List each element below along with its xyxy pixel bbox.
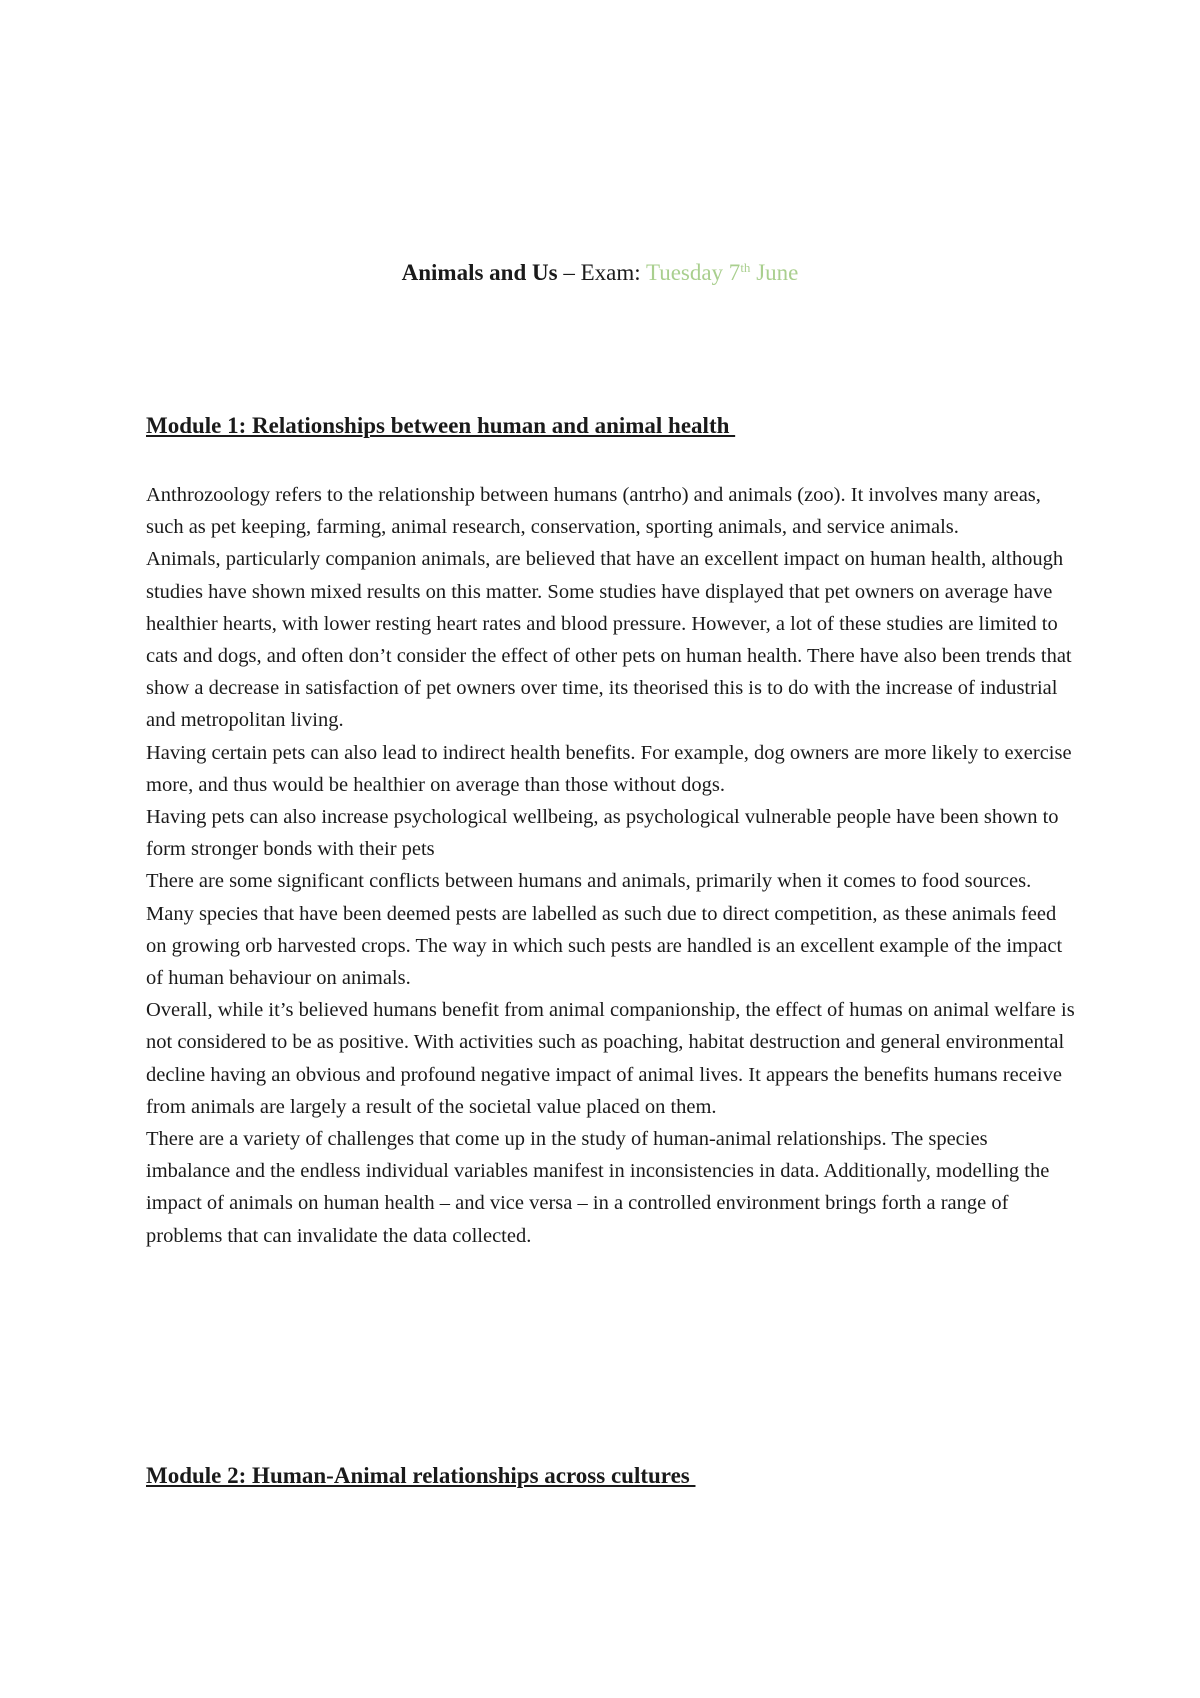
paragraph: Animals, particularly companion animals, are believed that have an excellent impact on human health, although studies have shown mixed results on this matter. Some studies have displayed that pet owners on average have healthier hearts, with lower resting heart rates and blood pressure. However, a lot of these studies are limited to cats and dogs, and often don’t consider the effect of other pets on human health. There have also been trends that show a decrease in satisfaction of pet owners over time, its theorised this is to do with the increase of industrial and metropolitan living. — [146, 548, 1072, 732]
module-2-heading: Module 2: Human-Animal relationships across cultures — [146, 1463, 696, 1488]
paragraph: Overall, while it’s believed humans benefit from animal companionship, the effect of humas on animal welfare is not considered to be as positive. With activities such as poaching, habitat destruction and general environmental decline having an obvious and profound negative impact of animal lives. It appears the benefits humans receive from animals are largely a result of the societal value placed on them. — [146, 999, 1075, 1118]
title-course-name: Animals and Us — [401, 260, 558, 285]
document-title — [0, 258, 1200, 288]
title-exam-label: – Exam: — [557, 260, 646, 285]
paragraph: Having pets can also increase psychological wellbeing, as psychological vulnerable people have been shown to form stronger bonds with their pets — [146, 806, 1059, 861]
paragraph: There are some significant conflicts between humans and animals, primarily when it comes to food sources. Many species that have been deemed pests are labelled as such due to direct competition, as these animals feed on growing orb harvested crops. The way in which such pests are handled is an excellent example of the impact of human behaviour on animals. — [146, 870, 1063, 990]
paragraph: Having certain pets can also lead to indirect health benefits. For example, dog owners are more likely to exercise more, and thus would be healthier on average than those without dogs. — [146, 741, 1072, 796]
paragraph: Anthrozoology refers to the relationship between humans (antrho) and animals (zoo). It involves many areas, such as pet keeping, farming, animal research, conservation, sporting animals, and service animals. — [146, 484, 1041, 539]
module-1-heading: Module 1: Relationships between human and animal health — [146, 413, 736, 438]
module-1-body — [146, 479, 1076, 1252]
paragraph: There are a variety of challenges that come up in the study of human-animal relationships. The species imbalance and the endless individual variables manifest in inconsistencies in data. Additionally, modelling the impact of animals on human health – and vice versa – in a controlled environment brings forth a range of problems that can invalidate the data collected. — [146, 1128, 1050, 1247]
title-exam-date: Tuesday 7th June — [645, 260, 799, 285]
